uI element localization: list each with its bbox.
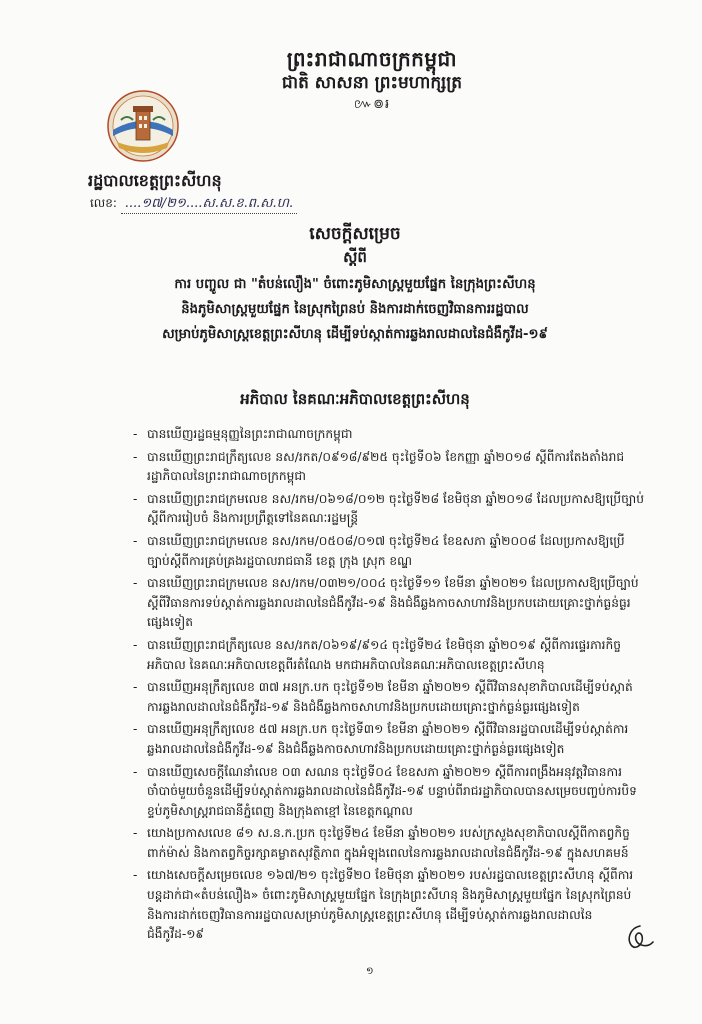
issuing-authority: អភិបាល នៃគណៈអភិបាលខេត្តព្រះសីហនុ [240, 390, 470, 408]
list-item: - បានឃើញព្រះរាជក្រមលេខ នស/រកម/០៣២១/០០៤ ចុះថ្ងៃទី១១ ខែមីនា ឆ្នាំ២០២១ ដែលប្រកាសឱ្យប្រើច្បាប់ស្តីពីវិធានការទប់ស្កាត់ការឆ្លងរាលដាលនៃជំងឺកូវីដ-១៩ និងជំងឺឆ្លងកាចសាហាវនិងប្រកបដោយគ្រោះថ្នាក់ធ្ងន់ធ្ងរផ្សេងទៀត [132, 574, 647, 633]
handwritten-initials-icon [620, 922, 656, 952]
motto-ornament: ៚៙៛ [353, 97, 391, 112]
provincial-seal-icon [107, 90, 179, 162]
reference-handwritten: ....១៧/២១....ស.ស.ខ.ព.ស.ហ. [121, 195, 297, 214]
list-item: - បានឃើញរដ្ឋធម្មនុញ្ញនៃព្រះរាជាណាចក្រកម្ពុជា [132, 425, 647, 445]
kingdom-header [246, 46, 498, 114]
list-item: - បានឃើញអនុក្រឹត្យលេខ ៣៧ អនក្រ.បក ចុះថ្ងៃទី១២ ខែមីនា ឆ្នាំ២០២១ ស្តីពីវិធានសុខាភិបាលដើម្បីទប់ស្កាត់ការឆ្លងរាលដាលនៃជំងឺកូវីដ-១៩ និងជំងឺឆ្លងកាចសាហាវនិងប្រកបដោយគ្រោះថ្នាក់ធ្ងន់ធ្ងរផ្សេងទៀត [132, 678, 647, 717]
list-item: - បានឃើញព្រះរាជក្រមលេខ នស/រកម/០៥០៨/០១៧ ចុះថ្ងៃទី២៤ ខែឧសភា ឆ្នាំ២០០៨ ដែលប្រកាសឱ្យប្រើច្បាប់ស្តីពីការគ្រប់គ្រងរដ្ឋបាលរាជធានី ខេត្ត ក្រុង ស្រុក ខណ្ឌ [132, 532, 647, 571]
subject-line-1: ការ បញ្ចូល ជា "តំបន់លឿង" ចំពោះភូមិសាស្ត្រមួយផ្នែក នៃក្រុងព្រះសីហនុ [174, 277, 536, 292]
list-item: - បានឃើញសេចក្តីណែនាំលេខ ០៣ សណន ចុះថ្ងៃទី០៤ ខែឧសភា ឆ្នាំ២០២១ ស្តីពីការពង្រឹងអនុវត្តវិធានការចាំបាច់មួយចំនួនដើម្បីទប់ស្កាត់ការឆ្លងរាលដាលនៃជំងឺកូវីដ-១៩ បន្ទាប់ពីរាជរដ្ឋាភិបាលបានសម្រេចបញ្ចប់ការបិទខ្ទប់ភូមិសាស្ត្ររាជធានីភ្នំពេញ និងក្រុងតាខ្មៅ នៃខេត្តកណ្តាល [132, 763, 647, 822]
list-item: - យោងប្រកាសលេខ ៨១ ស.ន.ក.ប្រក ចុះថ្ងៃទី២៤ ខែមីនា ឆ្នាំ២០២១ របស់ក្រសួងសុខាភិបាលស្តីពីកាតព្វកិច្ចពាក់ម៉ាស់ និងកាតព្វកិច្ចរក្សាគម្លាតសុវត្ថិភាព ក្នុងអំឡុងពេលនៃការឆ្លងរាលដាលនៃជំងឺកូវីដ-១៩ ក្នុងសហគមន៍ [132, 824, 647, 863]
list-item: - យោងសេចក្តីសម្រេចលេខ ១៦៧/២១ ចុះថ្ងៃទី២០ ខែមិថុនា ឆ្នាំ២០២១ របស់រដ្ឋបាលខេត្តព្រះសីហនុ ស្តីពីការបន្តដាក់ជា«តំបន់លឿង» ចំពោះភូមិសាស្ត្រមួយផ្នែក នៃក្រុងព្រះសីហនុ និងភូមិសាស្ត្រមួយផ្នែក នៃស្រុកព្រៃនប់ និងការដាក់ចេញវិធានការរដ្ឋបាលសម្រាប់ភូមិសាស្ត្រខេត្តព្រះសីហនុ ដើម្បីទប់ស្កាត់ការឆ្លងរាលដាលនៃជំងឺកូវីដ-១៩ [132, 866, 647, 944]
decision-title-block [60, 222, 650, 347]
page-mark: ១ [366, 966, 374, 977]
kingdom-name: ព្រះរាជាណាចក្រកម្ពុជា [286, 47, 458, 71]
subject-line-2: និងភូមិសាស្ត្រមួយផ្នែក នៃស្រុកព្រៃនប់ និងការដាក់ចេញវិធានការរដ្ឋបាល [181, 302, 529, 317]
subject-line-3: សម្រាប់ភូមិសាស្ត្រខេត្តព្រះសីហនុ ដើម្បីទប់ស្កាត់ការឆ្លងរាលដាលនៃជំងឺកូវីដ-១៩ [162, 327, 548, 342]
list-item: - បានឃើញព្រះរាជក្រឹត្យលេខ នស/រកត/០៩១៨/៩២៥ ចុះថ្ងៃទី០៦ ខែកញ្ញា ឆ្នាំ២០១៨ ស្តីពីការតែងតាំងរាជរដ្ឋាភិបាលនៃព្រះរាជាណាចក្រកម្ពុជា [132, 448, 647, 487]
list-item: - បានឃើញអនុក្រឹត្យលេខ ៥៧ អនក្រ.បក ចុះថ្ងៃទី៣១ ខែមីនា ឆ្នាំ២០២១ ស្តីពីវិធានរដ្ឋបាលដើម្បីទប់ស្កាត់ការឆ្លងរាលដាលនៃជំងឺកូវីដ-១៩ និងជំងឺឆ្លងកាចសាហាវនិងប្រកបដោយគ្រោះថ្នាក់ធ្ងន់ធ្ងរផ្សេងទៀត [132, 720, 647, 759]
preamble-list [132, 425, 647, 948]
list-item: - បានឃើញព្រះរាជក្រឹត្យលេខ នស/រកត/០៦១៩/៩១៤ ចុះថ្ងៃទី២៤ ខែមិថុនា ឆ្នាំ២០១៩ ស្តីពីការផ្ទេរភារកិច្ចអភិបាល នៃគណៈអភិបាលខេត្តពីរតំណែង មកជាអភិបាលនៃគណៈអភិបាលខេត្តព្រះសីហនុ [132, 636, 647, 675]
decision-heading: សេចក្តីសម្រេច [309, 224, 401, 244]
national-motto: ជាតិ សាសនា ព្រះមហាក្សត្រ [281, 73, 463, 93]
about-heading: ស្តីពី [343, 248, 367, 266]
reference-label: លេខ: [90, 196, 117, 210]
issuing-office: រដ្ឋបាលខេត្តព្រះសីហនុ [88, 171, 222, 190]
list-item: - បានឃើញព្រះរាជក្រមលេខ នស/រកម/០៦១៨/០១២ ចុះថ្ងៃទី២៨ ខែមិថុនា ឆ្នាំ២០១៨ ដែលប្រកាសឱ្យប្រើច្បាប់ស្តីពីការរៀបចំ និងការប្រព្រឹត្តទៅនៃគណៈរដ្ឋមន្ត្រី [132, 490, 647, 529]
reference-number [90, 194, 297, 214]
